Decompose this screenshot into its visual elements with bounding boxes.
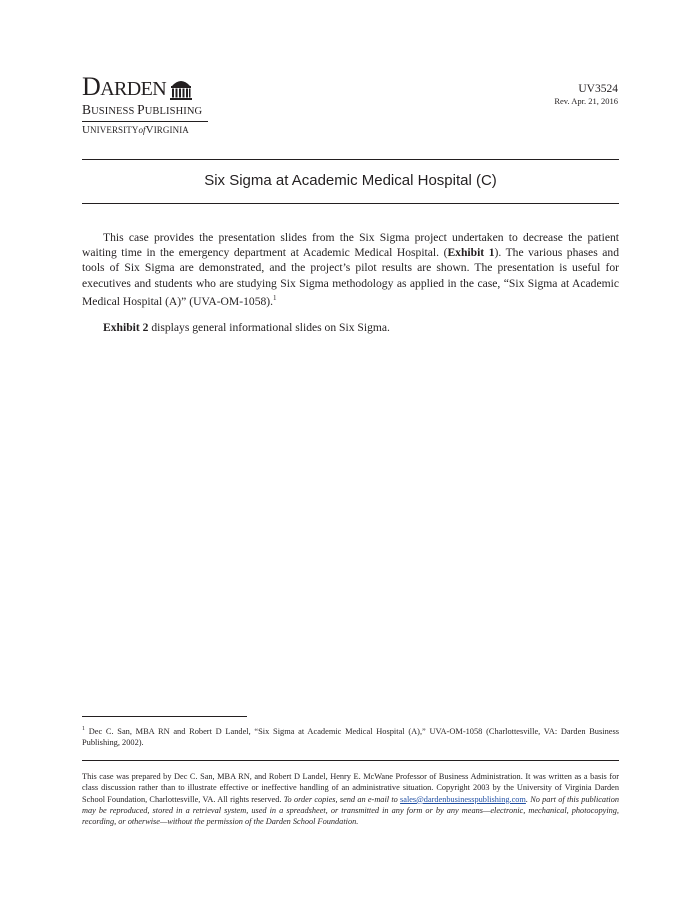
title-rule bbox=[82, 203, 619, 204]
footnote-ref: 1 bbox=[273, 293, 277, 302]
darden-logo bbox=[82, 74, 232, 137]
paragraph-1: This case provides the presentation slides from the Six Sigma project undertaken to decrease the patient waiting time in the emergency department at Academic Medical Hospital. (Exhibit 1). The various phases and tools of Six Sigma are demonstrated, and the project’s pilot results are shown. The presentation is useful for executives and students who are studying Six Sigma methodology as applied in the case, “Six Sigma at Academic Medical Hospital (A)” (UVA-OM-1058).$^1$ bbox=[82, 231, 619, 308]
paragraph-2: Exhibit 2 displays general informational slides on Six Sigma. bbox=[103, 320, 390, 334]
body-text bbox=[82, 230, 619, 335]
exhibit-2-ref: Exhibit 2 bbox=[103, 320, 149, 334]
header-rule bbox=[82, 159, 619, 160]
rotunda-icon bbox=[169, 76, 193, 100]
logo-darden-wordmark: DARDEN bbox=[82, 72, 167, 101]
logo-business-publishing: BUSINESS PUBLISHING bbox=[82, 102, 203, 117]
footnote: $^1$ Dec C. San, MBA RN and Robert D Landel, “Six Sigma at Academic Medical Hospital (A),” UVA-OM-1058 (Charlottesville, VA: Darden Business Publishing, 2002). bbox=[82, 726, 619, 748]
exhibit-1-ref: Exhibit 1 bbox=[447, 246, 495, 260]
case-number: UV3524 bbox=[578, 83, 618, 95]
logo-university-of-virginia: UNIVERSITYofVIRGINIA bbox=[82, 124, 189, 136]
sales-email-link[interactable]: sales@dardenbusinesspublishing.com bbox=[400, 794, 526, 804]
footnote-rule bbox=[82, 716, 247, 717]
legal-rule bbox=[82, 760, 619, 761]
case-title: Six Sigma at Academic Medical Hospital (C) bbox=[204, 172, 497, 189]
logo-divider bbox=[82, 121, 208, 122]
revision-date: Rev. Apr. 21, 2016 bbox=[554, 96, 618, 106]
legal-notice: This case was prepared by Dec C. San, MBA RN, and Robert D Landel, Henry E. McWane Professor of Business Administration. It was written as a basis for class discussion rather than to illustrate effective or ineffective handling of an administrative situation. Copyright 2003 by the University of Virginia Darden School Foundation, Charlottesville, VA. All rights reserved. To order copies, send an e-mail to sales@dardenbusinesspublishing.com. No part of this publication may be reproduced, stored in a retrieval system, used in a spreadsheet, or transmitted in any form or by any means—electronic, mechanical, photocopying, recording, or otherwise—without the permission of the Darden School Foundation. bbox=[82, 772, 619, 827]
case-identifier bbox=[554, 83, 618, 107]
